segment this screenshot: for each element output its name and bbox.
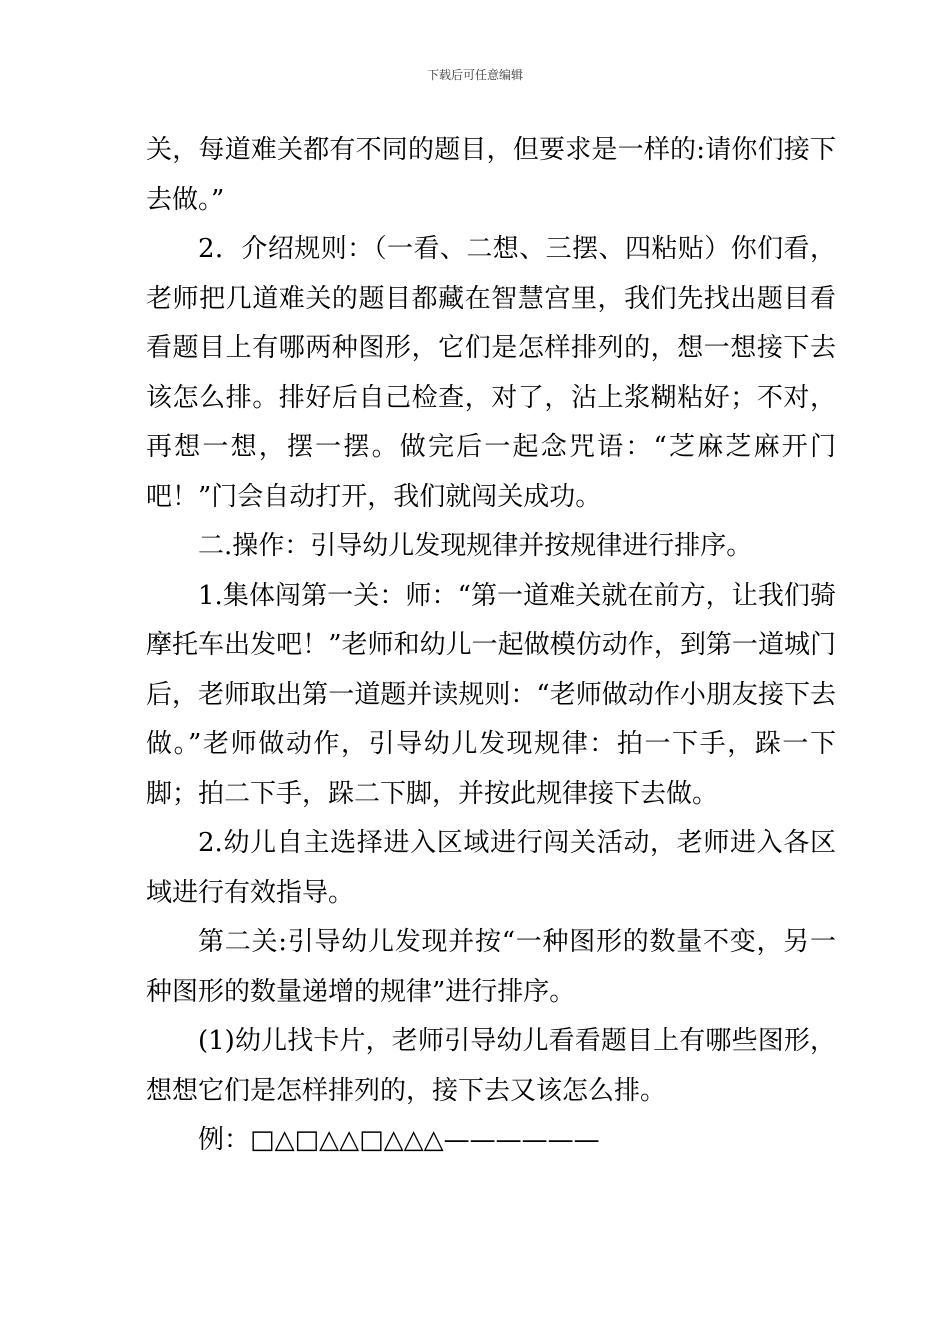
paragraph-level-one: 1.集体闯第一关：师：“第一道难关就在前方，让我们骑摩托车出发吧！”老师和幼儿一起做模仿动作，到第一道城门后，老师取出第一道题并读规则：“老师做动作小朋友接下去做。”老师做动作，引导幼儿发现规律：拍一下手，跺一下脚；拍二下手，跺二下脚，并按此规律接下去做。 xyxy=(146,580,836,809)
paragraph-rules: 2．介绍规则：（一看、二想、三摆、四粘贴）你们看，老师把几道难关的题目都藏在智慧宫里，我们先找出题目看看题目上有哪两种图形，它们是怎样排列的，想一想接下去该怎么排。排好后自己检查，对了，沾上浆糊粘好；不对，再想一想，摆一摆。做完后一起念咒语：“芝麻芝麻开门吧！”门会自动打开，我们就闯关成功。 xyxy=(146,234,836,512)
paragraph-find-cards: (1)幼儿找卡片，老师引导幼儿看看题目上有哪些图形，想想它们是怎样排列的，接下去又该怎么排。 xyxy=(146,1026,836,1106)
paragraph-free-choice: 2.幼儿自主选择进入区域进行闯关活动，老师进入各区域进行有效指导。 xyxy=(146,828,836,908)
paragraph-operation-heading: 二.操作：引导幼儿发现规律并按规律进行排序。 xyxy=(198,531,753,561)
paragraph-level-two: 第二关:引导幼儿发现并按“一种图形的数量不变，另一种图形的数量递增的规律”进行排序。 xyxy=(146,927,836,1007)
paragraph-example: 例：□△□△△□△△△—————— xyxy=(198,1125,600,1155)
document-body xyxy=(146,126,836,1166)
page-header: 下载后可任意编辑 xyxy=(426,68,523,82)
paragraph-continuation: 关，每道难关都有不同的题目，但要求是一样的:请你们接下去做。” xyxy=(146,135,836,215)
